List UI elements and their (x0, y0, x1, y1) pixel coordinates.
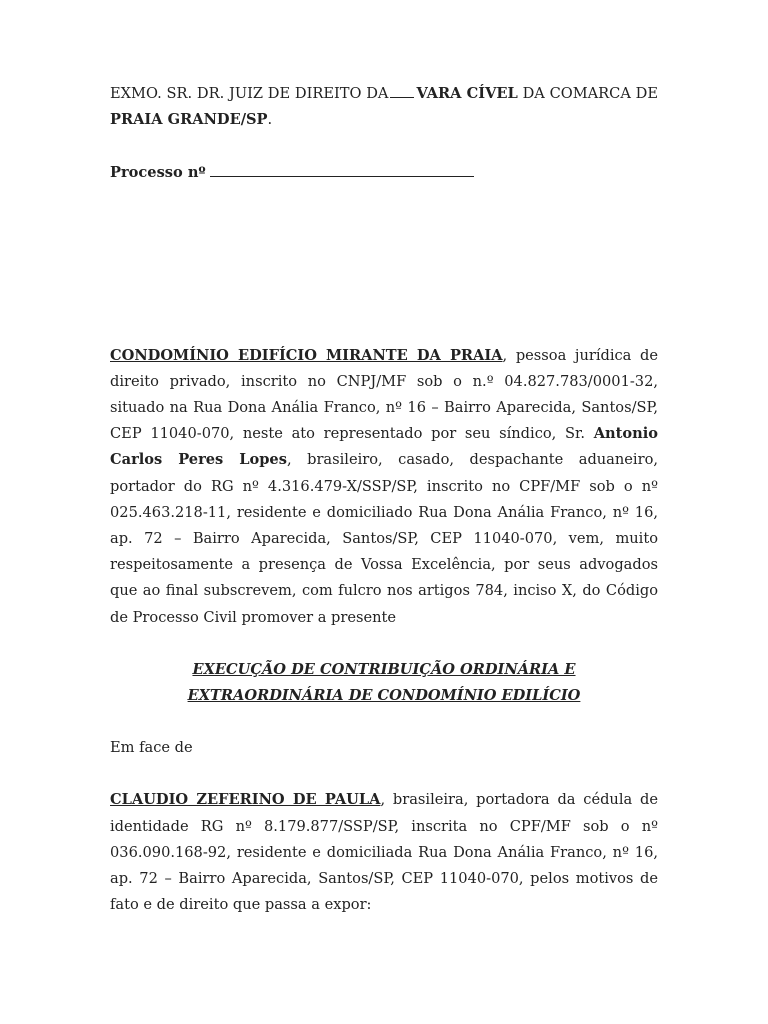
executado-text: , brasileira, portadora da cédula de identidade RG nº 8.179.877/SSP/SP, inscrita no CPF/MF sob o nº 036.090.168-92, residente e domiciliada Rua Dona Anália Franco, nº 16, ap. 72 – Bairro Aparecida, Santos/SP, CEP 11040-070, pelos motivos de fato e de direito que passa a expor: (110, 791, 658, 914)
comarca-name: PRAIA GRANDE/SP (110, 111, 268, 129)
court-address-part2: DA COMARCA DE (522, 85, 658, 102)
court-address (110, 80, 658, 133)
action-title (110, 657, 658, 709)
vara-name: VARA CÍVEL (416, 85, 518, 102)
executado-paragraph (110, 787, 658, 918)
processo-label: Processo nº (110, 164, 206, 182)
vara-number-blank (390, 80, 414, 98)
document-page (110, 80, 658, 918)
processo-number-blank (210, 159, 474, 177)
sindico-name: Antonio Carlos Peres Lopes (110, 425, 658, 469)
exequente-paragraph (110, 343, 658, 631)
exequente-text-1: , pessoa jurídica de direito privado, inscrito no CNPJ/MF sob o n.º 04.827.783/0001-32, situado na Rua Dona Anália Franco, nº 16 – Bairro Aparecida, Santos/SP, CEP 11040-070, neste ato representado por seu síndico, Sr. (110, 346, 658, 443)
processo-line (110, 159, 658, 186)
executado-name: CLAUDIO ZEFERINO DE PAULA (110, 791, 381, 809)
court-address-part1: EXMO. SR. DR. JUIZ DE DIREITO DA (110, 85, 389, 102)
em-face-de: Em face de (110, 739, 193, 757)
action-title-line-1: EXECUÇÃO DE CONTRIBUIÇÃO ORDINÁRIA E (192, 660, 576, 678)
exequente-text-2: , brasileiro, casado, despachante aduaneiro, portador do RG nº 4.316.479-X/SSP/SP, inscrito no CPF/MF sob o nº 025.463.218-11, residente e domiciliado Rua Dona Anália Franco, nº 16, ap. 72 – Bairro Aparecida, Santos/SP, CEP 11040-070, vem, muito respeitosamente a presença de Vossa Excelência, por seus advogados que ao final subscrevem, com fulcro nos artigos 784, inciso X, do Código de Processo Civil promover a presente (110, 451, 658, 626)
action-title-line-2: EXTRAORDINÁRIA DE CONDOMÍNIO EDILÍCIO (187, 687, 581, 705)
court-address-end: . (267, 111, 273, 129)
exequente-name: CONDOMÍNIO EDIFÍCIO MIRANTE DA PRAIA (110, 346, 503, 364)
